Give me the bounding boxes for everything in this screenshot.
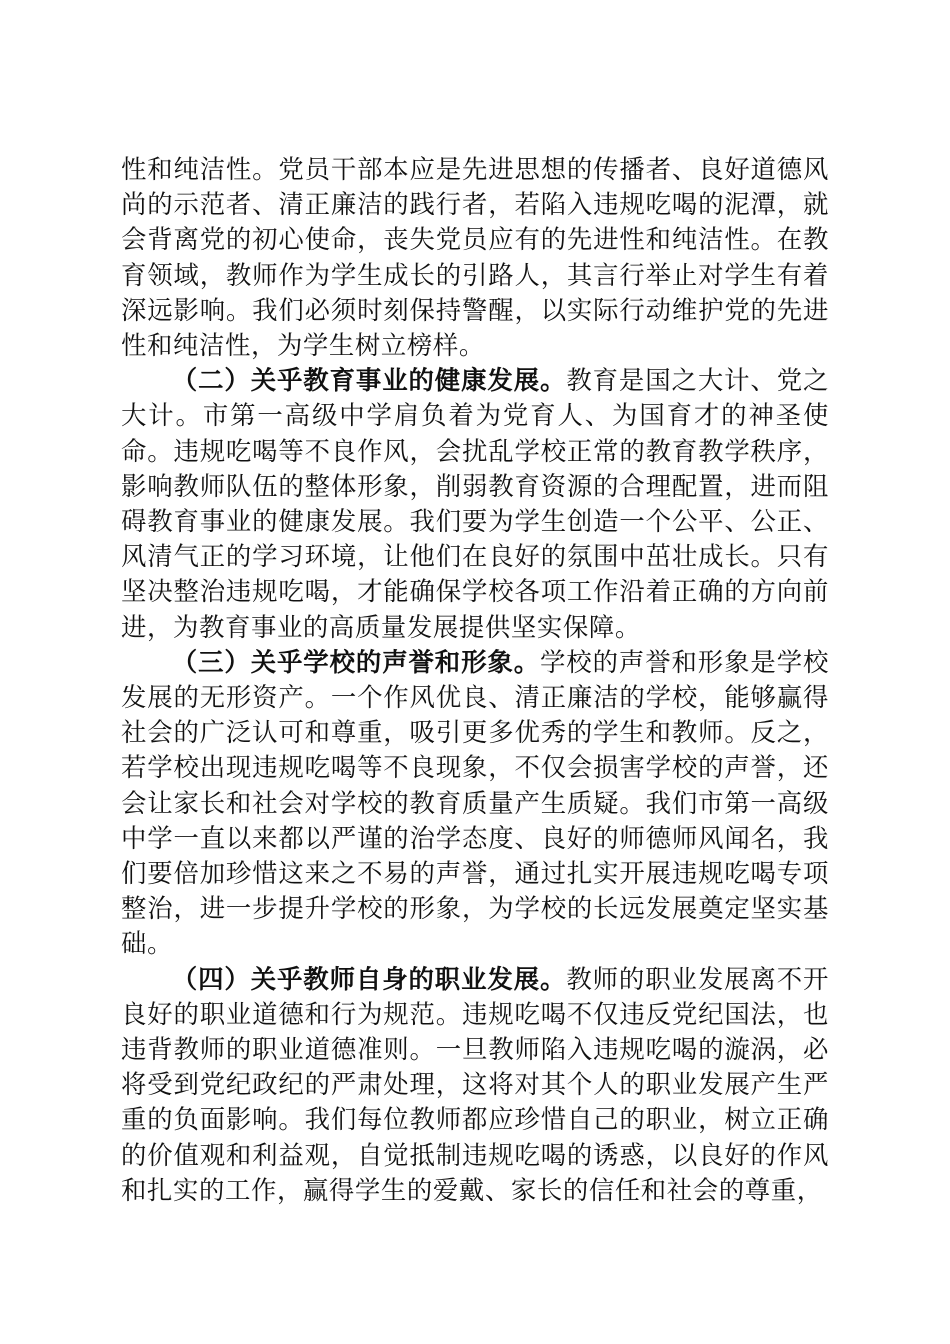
paragraph-school-reputation [121, 645, 829, 962]
paragraph-body: 教师的职业发展离不开良好的职业道德和行为规范。违规吃喝不仅违反党纪国法，也违背教师的职业道德准则。一旦教师陷入违规吃喝的漩涡，必将受到党纪政纪的严肃处理，这将对其个人的职业发展产生严重的负面影响。我们每位教师都应珍惜自己的职业，树立正确的价值观和利益观，自觉抵制违规吃喝的诱惑，以良好的作风和扎实的工作，赢得学生的爱戴、家长的信任和社会的尊重， [121, 963, 830, 1205]
paragraph-body: 教育是国之大计、党之大计。市第一高级中学肩负着为党育人、为国育才的神圣使命。违规吃喝等不良作风，会扰乱学校正常的教育教学秩序，影响教师队伍的整体形象，削弱教育资源的合理配置，进而阻碍教育事业的健康发展。我们要为学生创造一个公平、公正、风清气正的学习环境，让他们在良好的氛围中茁壮成长。只有坚决整治违规吃喝，才能确保学校各项工作沿着正确的方向前进，为教育事业的高质量发展提供坚实保障。 [121, 365, 830, 642]
paragraph-teacher-career [121, 962, 829, 1208]
paragraph-continuation [121, 152, 829, 363]
paragraph-education-development [121, 363, 829, 645]
section-heading: （四）关乎教师自身的职业发展。 [171, 963, 567, 994]
paragraph-body: 性和纯洁性。党员干部本应是先进思想的传播者、良好道德风尚的示范者、清正廉洁的践行者，若陷入违规吃喝的泥潭，就会背离党的初心使命，丧失党员应有的先进性和纯洁性。在教育领域，教师作为学生成长的引路人，其言行举止对学生有着深远影响。我们必须时刻保持警醒，以实际行动维护党的先进性和纯洁性，为学生树立榜样。 [121, 154, 829, 361]
paragraph-body: 学校的声誉和形象是学校发展的无形资产。一个作风优良、清正廉洁的学校，能够赢得社会的广泛认可和尊重，吸引更多优秀的学生和教师。反之，若学校出现违规吃喝等不良现象，不仅会损害学校的声誉，还会让家长和社会对学校的教育质量产生质疑。我们市第一高级中学一直以来都以严谨的治学态度、良好的师德师风闻名，我们要倍加珍惜这来之不易的声誉，通过扎实开展违规吃喝专项整治，进一步提升学校的形象，为学校的长远发展奠定坚实基础。 [121, 646, 829, 959]
section-heading: （三）关乎学校的声誉和形象。 [171, 646, 540, 677]
section-heading: （二）关乎教育事业的健康发展。 [171, 365, 567, 396]
document-page [121, 152, 829, 1208]
